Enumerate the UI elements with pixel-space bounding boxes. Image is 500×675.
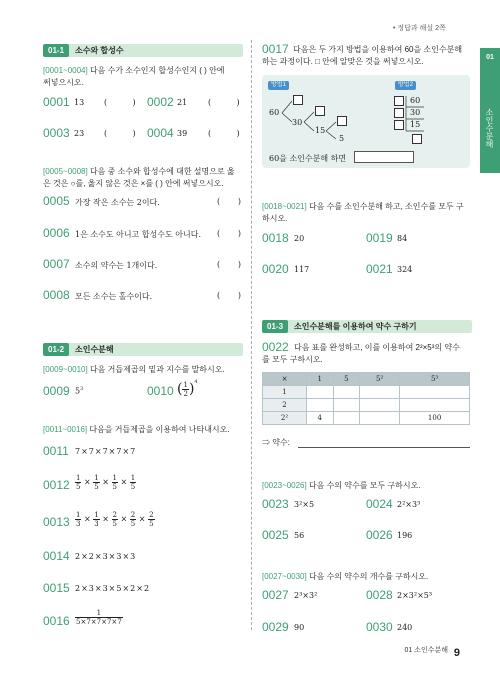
table-cell[interactable]: 100 xyxy=(400,412,470,425)
problem-text: 240 xyxy=(397,623,413,632)
problem-0017-text-2 xyxy=(262,56,472,68)
answer-box[interactable] xyxy=(394,108,404,118)
instruction-0018-0021 xyxy=(262,201,472,225)
tree-mid-value: 30 xyxy=(292,118,303,127)
instruction-text: 다음 수의 약수를 모두 구하시오. xyxy=(306,481,421,490)
problem-text: 2³×3² xyxy=(294,591,318,600)
section-badge: 01-2 xyxy=(43,343,69,356)
problem-number: 0021 xyxy=(366,262,393,276)
problem-text: 39 xyxy=(177,129,188,138)
problem-number: 0025 xyxy=(262,528,289,542)
problem-0017-text xyxy=(293,44,473,56)
problem-fraction-product: $\frac{1}{5}$ × $\frac{1}{5}$ × $\frac{1}{5}$ × $\frac{1}{5}$ xyxy=(76,474,136,491)
answer-blank[interactable]: ( ) xyxy=(208,98,240,107)
divisor-answer-label: ⇒ 약수: xyxy=(262,438,290,447)
problem-number: 0008 xyxy=(43,288,70,302)
instruction-0023-0026 xyxy=(262,480,472,492)
problem-fraction: $\frac{1}{5\times 7\times 7\times 7\times 7}$ xyxy=(76,609,122,626)
problem-text-line2: 하는 과정이다. □ 안에 알맞은 것을 써넣으시오. xyxy=(262,57,424,66)
table-cell[interactable] xyxy=(307,386,334,399)
problem-number: 0012 xyxy=(43,478,70,492)
factorization-method-panel xyxy=(262,75,470,168)
tree-last-value: 5 xyxy=(339,134,345,143)
instruction-0005-0008 xyxy=(43,166,248,190)
section-badge: 01-1 xyxy=(43,44,69,57)
instruction-text: 다음 중 소수와 합성수에 대한 설명으로 옳 xyxy=(87,167,235,176)
problem-number: 0027 xyxy=(262,588,289,602)
table-cell[interactable] xyxy=(333,399,360,412)
problem-text: 2²×3³ xyxy=(397,500,421,509)
problem-fraction-product: $\frac{1}{3}$ × $\frac{1}{3}$ × $\frac{2}{5}$ × $\frac{2}{5}$ × $\frac{2}{5}$ xyxy=(76,511,154,528)
row-header: 2² xyxy=(263,412,307,425)
answer-blank[interactable]: ( ) xyxy=(208,129,240,138)
instruction-0011-0016 xyxy=(43,424,248,436)
problem-text-line1: 다음 표를 완성하고, 이를 이용하여 2²×5³의 약수 xyxy=(294,343,460,352)
problem-text: 20 xyxy=(294,234,305,243)
problem-number: 0026 xyxy=(366,528,393,542)
problem-text: 90 xyxy=(294,623,305,632)
problem-text: 56 xyxy=(294,531,305,540)
instruction-0009-0010 xyxy=(43,364,248,376)
problem-number: 0024 xyxy=(366,497,393,511)
division-value: 60 xyxy=(410,96,421,105)
problem-0022-text-2 xyxy=(262,354,472,366)
answer-blank[interactable]: ( ) xyxy=(217,229,242,238)
divisor-table xyxy=(262,372,470,425)
problem-0022-text xyxy=(294,342,474,354)
answer-box[interactable] xyxy=(394,120,404,130)
problem-text: 소수의 약수는 1개이다. xyxy=(75,261,158,270)
problem-number: 0028 xyxy=(366,588,393,602)
tree-low-value: 15 xyxy=(315,126,326,135)
instruction-code: [0005~0008] xyxy=(43,167,88,176)
table-header-cell: 5² xyxy=(360,373,400,386)
table-header-cell: 5 xyxy=(333,373,360,386)
problem-number: 0015 xyxy=(43,581,70,595)
instruction-code: [0023~0026] xyxy=(262,481,307,490)
footer-chapter: 01 소인수분해 xyxy=(404,647,448,654)
table-header-cell: × xyxy=(263,373,307,386)
table-cell[interactable] xyxy=(333,386,360,399)
problem-number: 0003 xyxy=(43,126,70,140)
problem-number: 0023 xyxy=(262,497,289,511)
instruction-code: [0027~0030] xyxy=(262,572,307,581)
table-header-cell: 5³ xyxy=(400,373,470,386)
chapter-number: 01 xyxy=(486,54,494,61)
problem-text: 324 xyxy=(397,265,413,274)
instruction-text: 다음 수의 약수의 개수를 구하시오. xyxy=(306,572,429,581)
problem-number: 0016 xyxy=(43,614,70,628)
problem-number: 0020 xyxy=(262,262,289,276)
page-number: 9 xyxy=(453,647,460,659)
problem-text: 2×3×3×5×2×2 xyxy=(75,584,151,593)
instruction-text-line2: 써넣으시오. xyxy=(43,78,84,87)
instruction-0001-0004 xyxy=(43,65,248,89)
answer-box[interactable] xyxy=(315,106,325,116)
section-badge: 01-3 xyxy=(262,320,288,333)
problem-text: 2×3²×5³ xyxy=(397,591,433,600)
answer-blank[interactable]: ( ) xyxy=(217,197,242,206)
problem-number: 0001 xyxy=(43,95,70,109)
row-header: 2 xyxy=(263,399,307,412)
method-1-tag: 방법1 xyxy=(268,81,289,90)
answer-blank[interactable]: ( ) xyxy=(104,98,136,107)
table-cell[interactable] xyxy=(307,399,334,412)
section-title: 소인수분해를 이용하여 약수 구하기 xyxy=(294,322,417,331)
problem-text: 2×2×3×3×3 xyxy=(75,552,137,561)
problem-number: 0019 xyxy=(366,231,393,245)
table-cell[interactable] xyxy=(360,386,400,399)
problem-power: ( $\frac{1}{2}$ )$^4$ xyxy=(177,379,198,398)
chapter-label: 소인수분해 xyxy=(485,108,494,148)
problem-number: 0006 xyxy=(43,226,70,240)
instruction-text: 다음 수가 소수인지 합성수인지 ( ) 안에 xyxy=(87,66,225,75)
answer-box[interactable] xyxy=(293,95,303,105)
table-row xyxy=(263,386,470,399)
instruction-text-line2: 은 것은 ○를, 옳지 않은 것은 ×를 ( ) 안에 써넣으시오. xyxy=(43,179,224,188)
divisor-answer-line[interactable] xyxy=(298,447,470,448)
method-2-tag: 방법2 xyxy=(395,81,416,90)
problem-number: 0009 xyxy=(43,384,70,398)
problem-text: 3²×5 xyxy=(294,500,315,509)
problem-number: 0007 xyxy=(43,257,70,271)
section-header-01-2 xyxy=(43,343,243,356)
problem-text: 모든 소수는 홀수이다. xyxy=(75,292,153,301)
problem-power: $5^3$ xyxy=(75,386,84,396)
instruction-code: [0009~0010] xyxy=(43,365,88,374)
section-title: 소수와 합성수 xyxy=(75,46,124,55)
problem-text-line2: 를 모두 구하시오. xyxy=(262,355,323,364)
answer-reference-note: • 정답과 해설 2쪽 xyxy=(393,25,446,32)
problem-text: 1은 소수도 아니고 합성수도 아니다. xyxy=(75,230,201,239)
problem-text: 7×7×7×7×7 xyxy=(75,447,137,456)
instruction-code: [0001~0004] xyxy=(43,66,88,75)
instruction-text: 다음 수를 소인수분해 하고, 소인수를 모두 구 xyxy=(306,202,464,211)
problem-text: 21 xyxy=(177,98,188,107)
problem-text: 117 xyxy=(294,265,310,274)
row-header: 1 xyxy=(263,386,307,399)
problem-number: 0011 xyxy=(43,444,69,458)
chapter-side-tab xyxy=(480,48,500,173)
problem-text: 13 xyxy=(74,98,85,107)
section-header-01-1 xyxy=(43,44,243,57)
problem-number: 0004 xyxy=(147,126,174,140)
problem-number: 0013 xyxy=(43,515,70,529)
answer-blank[interactable]: ( ) xyxy=(104,129,136,138)
problem-text: 가장 작은 소수는 2이다. xyxy=(75,198,160,207)
table-header-row xyxy=(263,373,470,386)
section-header-01-3 xyxy=(262,320,472,333)
instruction-text-line2: 하시오. xyxy=(262,214,288,223)
problem-number: 0014 xyxy=(43,549,70,563)
column-divider xyxy=(251,40,252,630)
answer-blank[interactable]: ( ) xyxy=(217,260,242,269)
problem-number: 0029 xyxy=(262,620,289,634)
problem-text: 84 xyxy=(397,234,408,243)
division-value: 15 xyxy=(410,120,421,129)
result-label: 60을 소인수분해 하면 xyxy=(269,154,347,163)
problem-number: 0030 xyxy=(366,620,393,634)
instruction-0027-0030 xyxy=(262,571,472,583)
instruction-code: [0011~0016] xyxy=(43,425,88,434)
division-value: 30 xyxy=(410,108,421,117)
answer-box[interactable] xyxy=(337,116,347,126)
problem-number: 0002 xyxy=(147,95,174,109)
instruction-text: 다음을 거듭제곱을 이용하여 나타내시오. xyxy=(87,425,230,434)
problem-number: 0017 xyxy=(262,42,289,56)
instruction-code: [0018~0021] xyxy=(262,202,307,211)
problem-number: 0010 xyxy=(147,384,174,398)
table-cell[interactable] xyxy=(360,412,400,425)
problem-text-line1: 다음은 두 가지 방법을 이용하여 60을 소인수분해 xyxy=(293,45,463,54)
problem-text: 196 xyxy=(397,531,413,540)
problem-number: 0005 xyxy=(43,194,70,208)
problem-text: 23 xyxy=(74,129,85,138)
problem-number: 0018 xyxy=(262,231,289,245)
result-answer-box[interactable] xyxy=(354,151,414,163)
instruction-text: 다음 거듭제곱의 밑과 지수를 말하시오. xyxy=(87,365,225,374)
answer-box[interactable] xyxy=(412,134,422,144)
table-header-cell: 1 xyxy=(307,373,334,386)
table-cell[interactable] xyxy=(400,399,470,412)
table-cell[interactable] xyxy=(400,386,470,399)
problem-number: 0022 xyxy=(262,340,289,354)
answer-box[interactable] xyxy=(394,96,404,106)
table-cell[interactable] xyxy=(360,399,400,412)
table-cell[interactable] xyxy=(333,412,360,425)
answer-blank[interactable]: ( ) xyxy=(217,291,242,300)
table-row xyxy=(263,399,470,412)
section-title: 소인수분해 xyxy=(75,345,114,354)
table-row xyxy=(263,412,470,425)
table-cell[interactable]: 4 xyxy=(307,412,334,425)
tree-root-value: 60 xyxy=(269,108,280,117)
